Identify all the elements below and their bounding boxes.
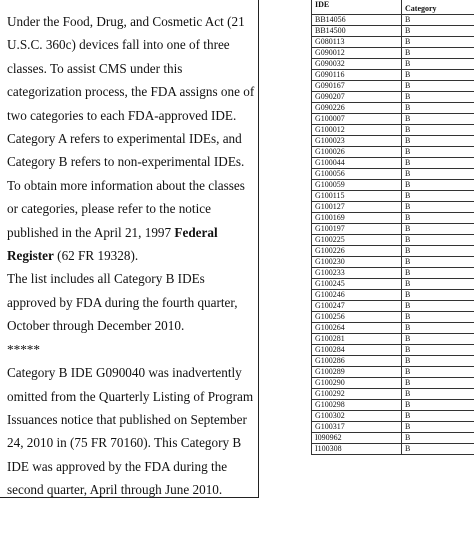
- category-cell: B: [402, 213, 474, 224]
- ide-cell: G100286: [312, 356, 402, 367]
- table-row: [312, 191, 474, 202]
- ide-cell: G100044: [312, 158, 402, 169]
- table-row: [312, 268, 474, 279]
- ide-cell: G100284: [312, 345, 402, 356]
- category-cell: B: [402, 323, 474, 334]
- table-row: [312, 279, 474, 290]
- ide-cell: G100197: [312, 224, 402, 235]
- category-cell: B: [402, 235, 474, 246]
- ide-column-header: IDE: [312, 0, 402, 15]
- category-cell: B: [402, 411, 474, 422]
- table-row: [312, 92, 474, 103]
- table-row: [312, 235, 474, 246]
- category-cell: B: [402, 92, 474, 103]
- table-row: [312, 169, 474, 180]
- ide-cell: G100169: [312, 213, 402, 224]
- category-cell: B: [402, 312, 474, 323]
- federal-register-citation: Federal Register: [7, 224, 218, 264]
- ide-cell: G100292: [312, 389, 402, 400]
- ide-cell: G090012: [312, 48, 402, 59]
- category-cell: B: [402, 191, 474, 202]
- category-cell: B: [402, 114, 474, 125]
- category-cell: B: [402, 202, 474, 213]
- category-cell: B: [402, 180, 474, 191]
- category-cell: B: [402, 224, 474, 235]
- category-cell: B: [402, 70, 474, 81]
- category-cell: B: [402, 136, 474, 147]
- table-row: [312, 180, 474, 191]
- category-column-header: Category: [402, 0, 474, 15]
- category-cell: B: [402, 169, 474, 180]
- notice-paragraph-1-text: Under the Food, Drug, and Cosmetic Act (21 U.S.C. 360c) devices fall into one of three classes. To assist CMS under this categorization process, the FDA assigns one of two categories to each FDA-approved IDE. Category A refers to experimental IDEs, and Category B refers to non-experimental IDEs. To obtain more information about the classes or categories, please refer to the notice published in the April 21, 1997: [7, 14, 255, 240]
- category-cell: B: [402, 257, 474, 268]
- ide-cell: BB14500: [312, 26, 402, 37]
- notice-box: [0, 0, 259, 498]
- ide-cell: G100012: [312, 125, 402, 136]
- ide-cell: G100302: [312, 411, 402, 422]
- category-cell: B: [402, 48, 474, 59]
- ide-cell: G100115: [312, 191, 402, 202]
- category-cell: B: [402, 367, 474, 378]
- notice-paragraph-1: [7, 10, 257, 267]
- table-row: [312, 158, 474, 169]
- ide-cell: G090116: [312, 70, 402, 81]
- category-cell: B: [402, 444, 474, 455]
- ide-cell: G100245: [312, 279, 402, 290]
- table-row: [312, 125, 474, 136]
- table-row: [312, 48, 474, 59]
- table-row: [312, 290, 474, 301]
- table-row: [312, 345, 474, 356]
- table-row: [312, 202, 474, 213]
- table-row: [312, 224, 474, 235]
- table-row: [312, 400, 474, 411]
- ide-category-table: [311, 0, 474, 455]
- ide-cell: G100026: [312, 147, 402, 158]
- table-row: [312, 246, 474, 257]
- category-cell: B: [402, 389, 474, 400]
- table-row: [312, 422, 474, 433]
- table-row: [312, 389, 474, 400]
- table-row: [312, 136, 474, 147]
- ide-cell: G090167: [312, 81, 402, 92]
- category-cell: B: [402, 301, 474, 312]
- category-cell: B: [402, 422, 474, 433]
- ide-cell: G100298: [312, 400, 402, 411]
- table-row: [312, 323, 474, 334]
- ide-cell: G100023: [312, 136, 402, 147]
- table-row: [312, 411, 474, 422]
- category-cell: B: [402, 400, 474, 411]
- category-cell: B: [402, 59, 474, 70]
- notice-paragraph-3: Category B IDE G090040 was inadvertently omitted from the Quarterly Listing of Program Issuances notice that published on September 24, 2010 in (75 FR 70160). This Category B IDE was approved by the FDA during the second quarter, April through June 2010.: [7, 365, 254, 498]
- category-cell: B: [402, 433, 474, 444]
- ide-cell: G100230: [312, 257, 402, 268]
- category-cell: B: [402, 378, 474, 389]
- table-row: [312, 367, 474, 378]
- ide-cell: G100007: [312, 114, 402, 125]
- table-row: [312, 70, 474, 81]
- ide-cell: G100256: [312, 312, 402, 323]
- ide-cell: I100308: [312, 444, 402, 455]
- table-row: [312, 114, 474, 125]
- category-cell: B: [402, 15, 474, 26]
- ide-cell: G100127: [312, 202, 402, 213]
- table-row: [312, 257, 474, 268]
- table-row: [312, 37, 474, 48]
- category-cell: B: [402, 125, 474, 136]
- ide-cell: G090226: [312, 103, 402, 114]
- table-row: [312, 59, 474, 70]
- table-row: [312, 444, 474, 455]
- table-row: [312, 356, 474, 367]
- ide-cell: G100289: [312, 367, 402, 378]
- table-row: [312, 15, 474, 26]
- category-cell: B: [402, 147, 474, 158]
- ide-cell: G100059: [312, 180, 402, 191]
- table-row: [312, 378, 474, 389]
- category-cell: B: [402, 334, 474, 345]
- ide-cell: G100247: [312, 301, 402, 312]
- ide-cell: BB14056: [312, 15, 402, 26]
- ide-cell: G080113: [312, 37, 402, 48]
- table-row: [312, 147, 474, 158]
- table-row: [312, 334, 474, 345]
- ide-cell: G100264: [312, 323, 402, 334]
- ide-cell: G100281: [312, 334, 402, 345]
- table-row: [312, 81, 474, 92]
- category-cell: B: [402, 158, 474, 169]
- ide-cell: G100317: [312, 422, 402, 433]
- notice-separator: *****: [7, 341, 40, 357]
- table-row: [312, 213, 474, 224]
- ide-cell: G090032: [312, 59, 402, 70]
- category-cell: B: [402, 37, 474, 48]
- category-cell: B: [402, 26, 474, 37]
- category-cell: B: [402, 268, 474, 279]
- table-row: [312, 301, 474, 312]
- ide-cell: G100226: [312, 246, 402, 257]
- ide-cell: G100225: [312, 235, 402, 246]
- category-cell: B: [402, 356, 474, 367]
- ide-cell: G100056: [312, 169, 402, 180]
- table-header-row: [312, 0, 474, 15]
- category-cell: B: [402, 290, 474, 301]
- table-row: [312, 103, 474, 114]
- table-body: [312, 15, 474, 455]
- category-cell: B: [402, 81, 474, 92]
- notice-text: [7, 10, 257, 502]
- category-cell: B: [402, 345, 474, 356]
- ide-table-container: [311, 0, 474, 559]
- ide-cell: I090962: [312, 433, 402, 444]
- table-row: [312, 26, 474, 37]
- table-row: [312, 312, 474, 323]
- category-cell: B: [402, 103, 474, 114]
- ide-cell: G100233: [312, 268, 402, 279]
- category-cell: B: [402, 246, 474, 257]
- table-row: [312, 433, 474, 444]
- notice-paragraph-1-end: (62 FR 19328).: [53, 248, 139, 264]
- category-cell: B: [402, 279, 474, 290]
- ide-cell: G090207: [312, 92, 402, 103]
- notice-paragraph-2: The list includes all Category B IDEs approved by FDA during the fourth quarter, October through December 2010.: [7, 271, 238, 334]
- ide-cell: G100246: [312, 290, 402, 301]
- ide-cell: G100290: [312, 378, 402, 389]
